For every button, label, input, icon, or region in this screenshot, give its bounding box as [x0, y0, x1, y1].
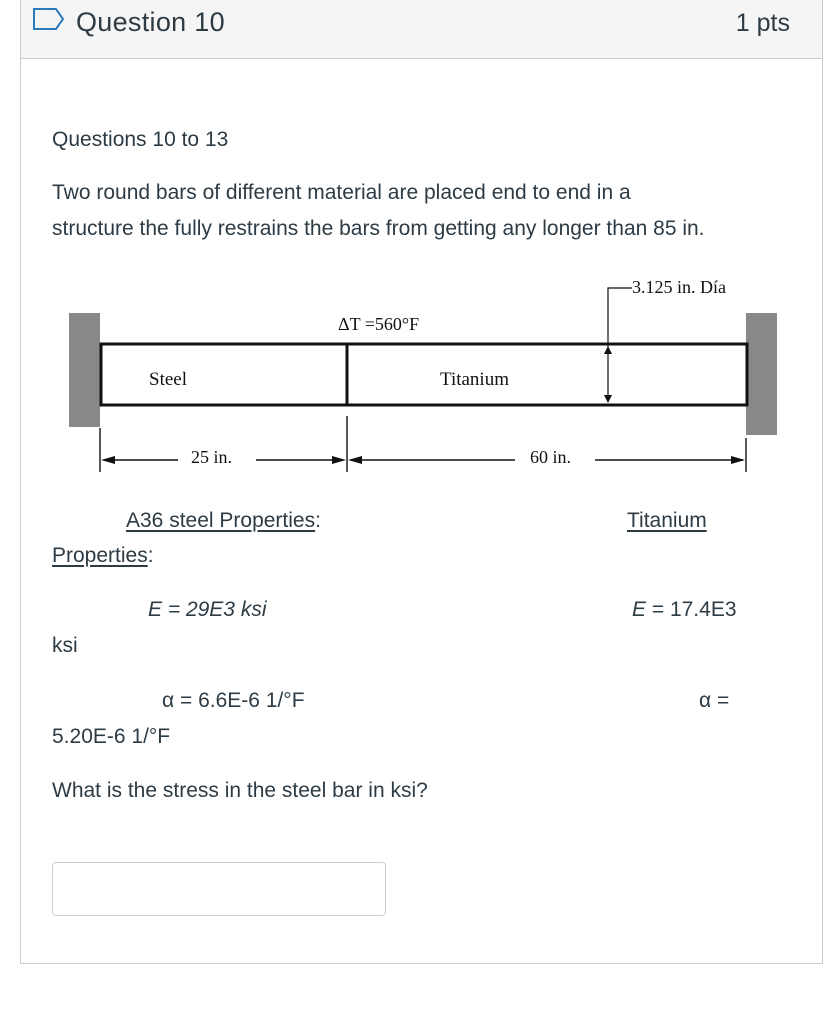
titanium-modulus-label: E: [632, 598, 647, 621]
titanium-modulus: [632, 592, 737, 628]
properties-word: [52, 538, 154, 574]
steel-modulus: E = 29E3 ksi: [148, 598, 267, 621]
left-wall: [69, 313, 100, 427]
titanium-arrow-right: [731, 456, 745, 464]
bookmark-flag-icon[interactable]: [32, 7, 66, 31]
question-prompt: What is the stress in the steel bar in ksi?: [52, 779, 428, 802]
titanium-label: Titanium: [440, 369, 509, 390]
steel-properties-heading: [126, 503, 321, 539]
steel-properties-heading-text: A36 steel Properties: [126, 509, 316, 532]
question-header: [21, 0, 822, 59]
steel-length-label: 25 in.: [191, 447, 233, 467]
right-wall: [746, 313, 777, 435]
description-line-1: Two round bars of different material are placed end to end in a: [52, 181, 631, 204]
titanium-alpha-label: α =: [699, 689, 730, 712]
diameter-leader: [608, 288, 632, 347]
question-points: 1 pts: [735, 9, 790, 37]
question-title: Question 10: [76, 7, 225, 37]
steel-label: Steel: [149, 369, 187, 390]
delta-t-label: ΔT =560°F: [338, 314, 420, 334]
properties-word-text: Properties: [52, 544, 148, 567]
answer-input[interactable]: [52, 862, 386, 916]
steel-properties-heading-colon: :: [315, 509, 321, 532]
description-line-2: structure the fully restrains the bars from getting any longer than 85 in.: [52, 217, 705, 240]
bar-outline: [101, 344, 747, 405]
titanium-length-label: 60 in.: [530, 447, 572, 467]
bar-diagram: [60, 272, 790, 472]
properties-word-colon: :: [147, 544, 154, 567]
titanium-properties-heading: Titanium: [627, 509, 707, 532]
titanium-modulus-unit: ksi: [52, 634, 78, 657]
titanium-alpha-value: 5.20E-6 1/°F: [52, 725, 171, 748]
steel-alpha: α = 6.6E-6 1/°F: [162, 689, 305, 712]
steel-arrow-left: [101, 456, 115, 464]
titanium-arrow-left: [348, 456, 362, 464]
steel-arrow-right: [332, 456, 346, 464]
diameter-label: 3.125 in. Día: [632, 277, 726, 297]
questions-range: Questions 10 to 13: [52, 128, 229, 151]
titanium-modulus-value: = 17.4E3: [646, 598, 737, 621]
